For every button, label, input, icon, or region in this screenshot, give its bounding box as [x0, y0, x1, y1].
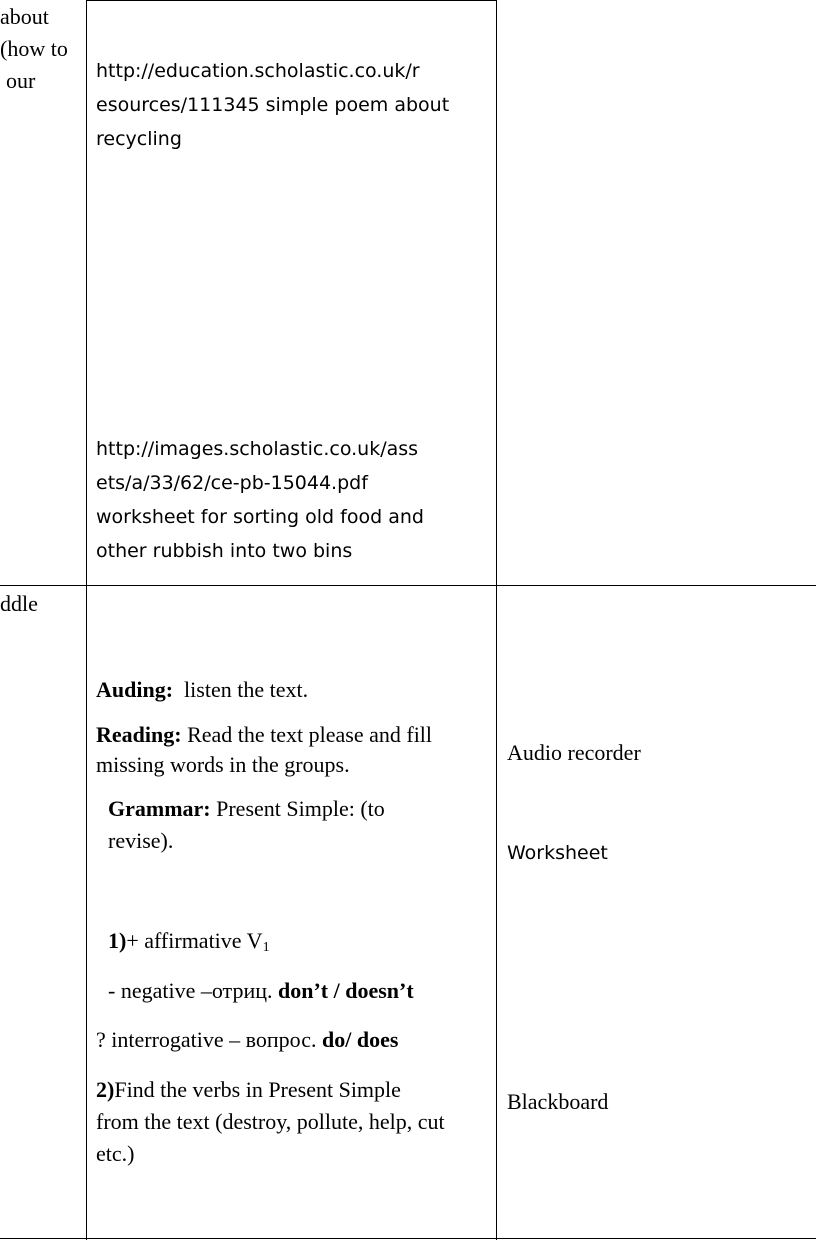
table-top-border-left: [86, 0, 497, 1]
link1-line-2: esources/111345 simple poem about: [96, 94, 450, 116]
link2-line-2: ets/a/33/62/ce-pb-15044.pdf: [96, 472, 368, 494]
task2-line-2: from the text (destroy, pollute, help, cut: [96, 1109, 445, 1134]
table-row-divider: [0, 585, 816, 586]
row2-left-fragment: ddle: [0, 591, 38, 616]
table-vertical-line-2: [496, 0, 497, 1240]
task2-number: 2): [96, 1077, 115, 1102]
auding-text: listen the text.: [184, 677, 309, 702]
reading-line-2: missing words in the groups.: [96, 752, 350, 777]
link1-line-3: recycling: [96, 128, 182, 150]
interrogative-line: [96, 1025, 398, 1055]
grammar-label: Grammar:: [108, 796, 211, 821]
grammar-line-2: revise).: [108, 828, 174, 853]
row1-left-fragment-3: our: [6, 68, 36, 93]
resource-audio-recorder: Audio recorder: [507, 740, 641, 765]
grammar-text-1: Present Simple: (to: [216, 796, 385, 821]
interrogative-forms: do/ does: [321, 1027, 399, 1052]
reading-label: Reading:: [96, 722, 182, 747]
interrogative-text: ? interrogative – вопрос.: [96, 1027, 317, 1052]
reading-line-1: [96, 720, 432, 750]
link2-line-1: http://images.scholastic.co.uk/ass: [96, 438, 419, 460]
grammar-line-1: [108, 794, 385, 824]
row1-left-fragment-1: about: [0, 4, 49, 29]
negative-text: - negative –отриц.: [108, 978, 273, 1003]
auding-label: Auding:: [96, 677, 174, 702]
table-bottom-border: [0, 1238, 816, 1239]
link2-line-4: other rubbish into two bins: [96, 540, 353, 562]
task2-line-3: etc.): [96, 1141, 135, 1166]
resource-worksheet: Worksheet: [507, 842, 608, 864]
affirmative-line: [108, 926, 270, 956]
resource-blackboard: Blackboard: [507, 1089, 609, 1114]
affirmative-number: 1): [108, 928, 127, 953]
row1-left-fragment-2: (how to: [0, 36, 68, 61]
link1-line-1: http://education.scholastic.co.uk/r: [96, 60, 420, 82]
affirmative-text: + affirmative V: [126, 928, 263, 953]
task2-text-1: Find the verbs in Present Simple: [114, 1077, 401, 1102]
task2-line-1: [96, 1075, 401, 1105]
negative-forms: don’t / doesn’t: [277, 978, 414, 1003]
negative-line: [108, 976, 414, 1006]
affirmative-subscript: 1: [262, 940, 270, 955]
table-vertical-line-1: [86, 0, 87, 1240]
auding-line: [96, 675, 308, 705]
reading-text-1: Read the text please and fill: [187, 722, 433, 747]
link2-line-3: worksheet for sorting old food and: [96, 506, 424, 528]
